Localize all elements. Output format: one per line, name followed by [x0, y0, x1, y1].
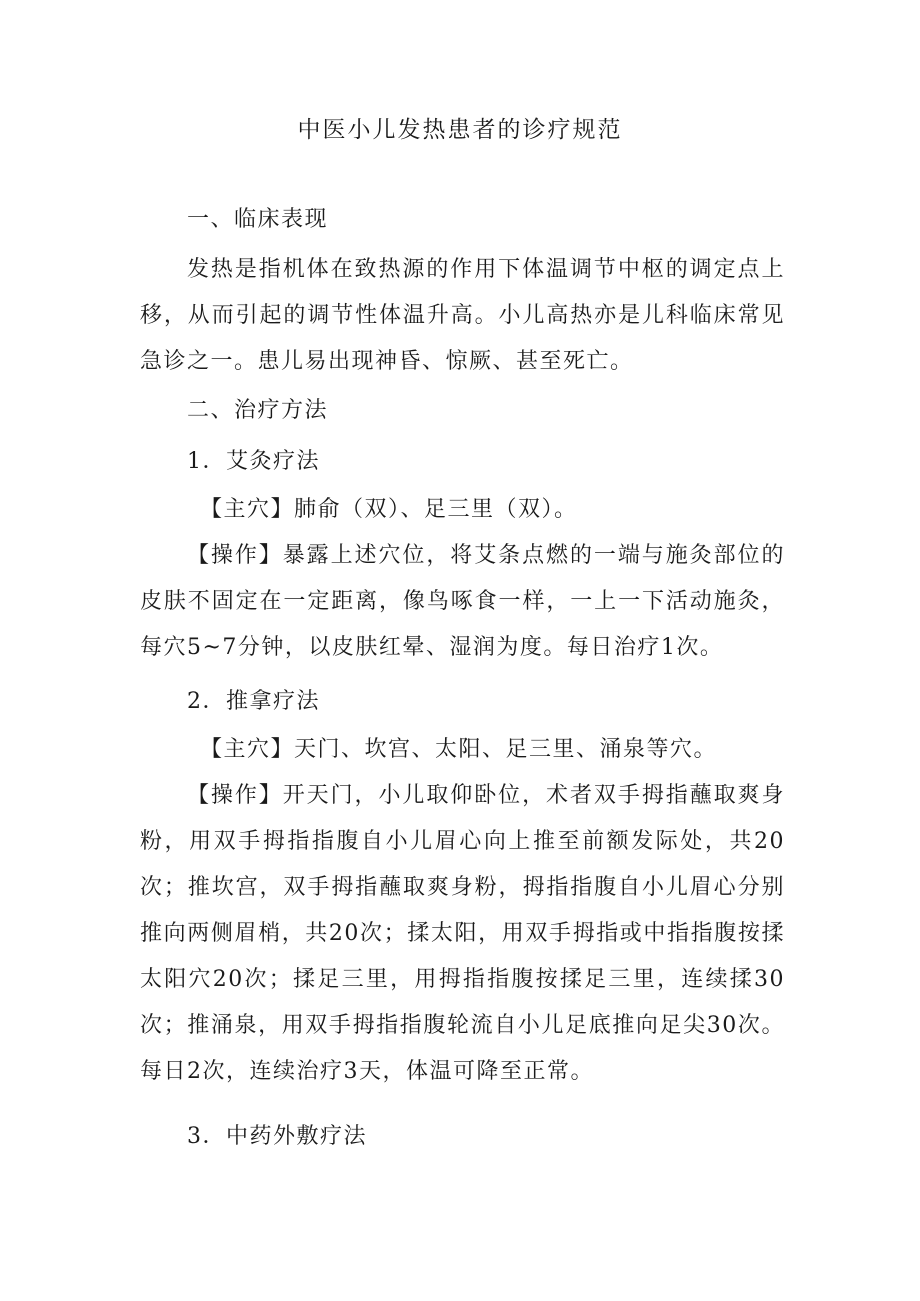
section-heading-clinical: 一、临床表现 — [187, 207, 329, 232]
document-title: 中医小儿发热患者的诊疗规范 — [297, 117, 623, 143]
massage-main-points: 【主穴】天门、坎宫、太阳、足三里、涌泉等穴。 — [200, 737, 718, 762]
section-heading-treatment: 二、治疗方法 — [187, 398, 329, 423]
moxibustion-operation-paragraph: 【操作】暴露上述穴位，将艾条点燃的一端与施灸部位的皮肤不固定在一定距离，像鸟啄食一样，一上一下活动施灸，每穴5~7分钟，以皮肤红晕、湿润为度。每日治疗1次。 — [140, 543, 785, 660]
moxibustion-main-points: 【主穴】肺俞（双）、足三里（双）。 — [200, 497, 578, 522]
massage-operation-paragraph: 【操作】开天门，小儿取仰卧位，术者双手拇指蘸取爽身粉，用双手拇指指腹自小儿眉心向上推至前额发际处，共20次；推坎宫，双手拇指蘸取爽身粉，拇指指腹自小儿眉心分别推向两侧眉梢，共20次；揉太阳，用双手拇指或中指指腹按揉太阳穴20次；揉足三里，用拇指指腹按揉足三里，连续揉30次；推涌泉，用双手拇指指腹轮流自小儿足底推向足尖30次。每日2次，连续治疗3天，体温可降至正常。 — [140, 783, 785, 1084]
method-heading-herbal-compress: 3．中药外敷疗法 — [187, 1124, 367, 1149]
method-heading-massage: 2．推拿疗法 — [187, 689, 320, 714]
clinical-description-paragraph: 发热是指机体在致热源的作用下体温调节中枢的调定点上移，从而引起的调节性体温升高。小儿高热亦是儿科临床常见急诊之一。患儿易出现神昏、惊厥、甚至死亡。 — [140, 257, 785, 374]
method-heading-moxibustion: 1．艾灸疗法 — [187, 449, 320, 474]
